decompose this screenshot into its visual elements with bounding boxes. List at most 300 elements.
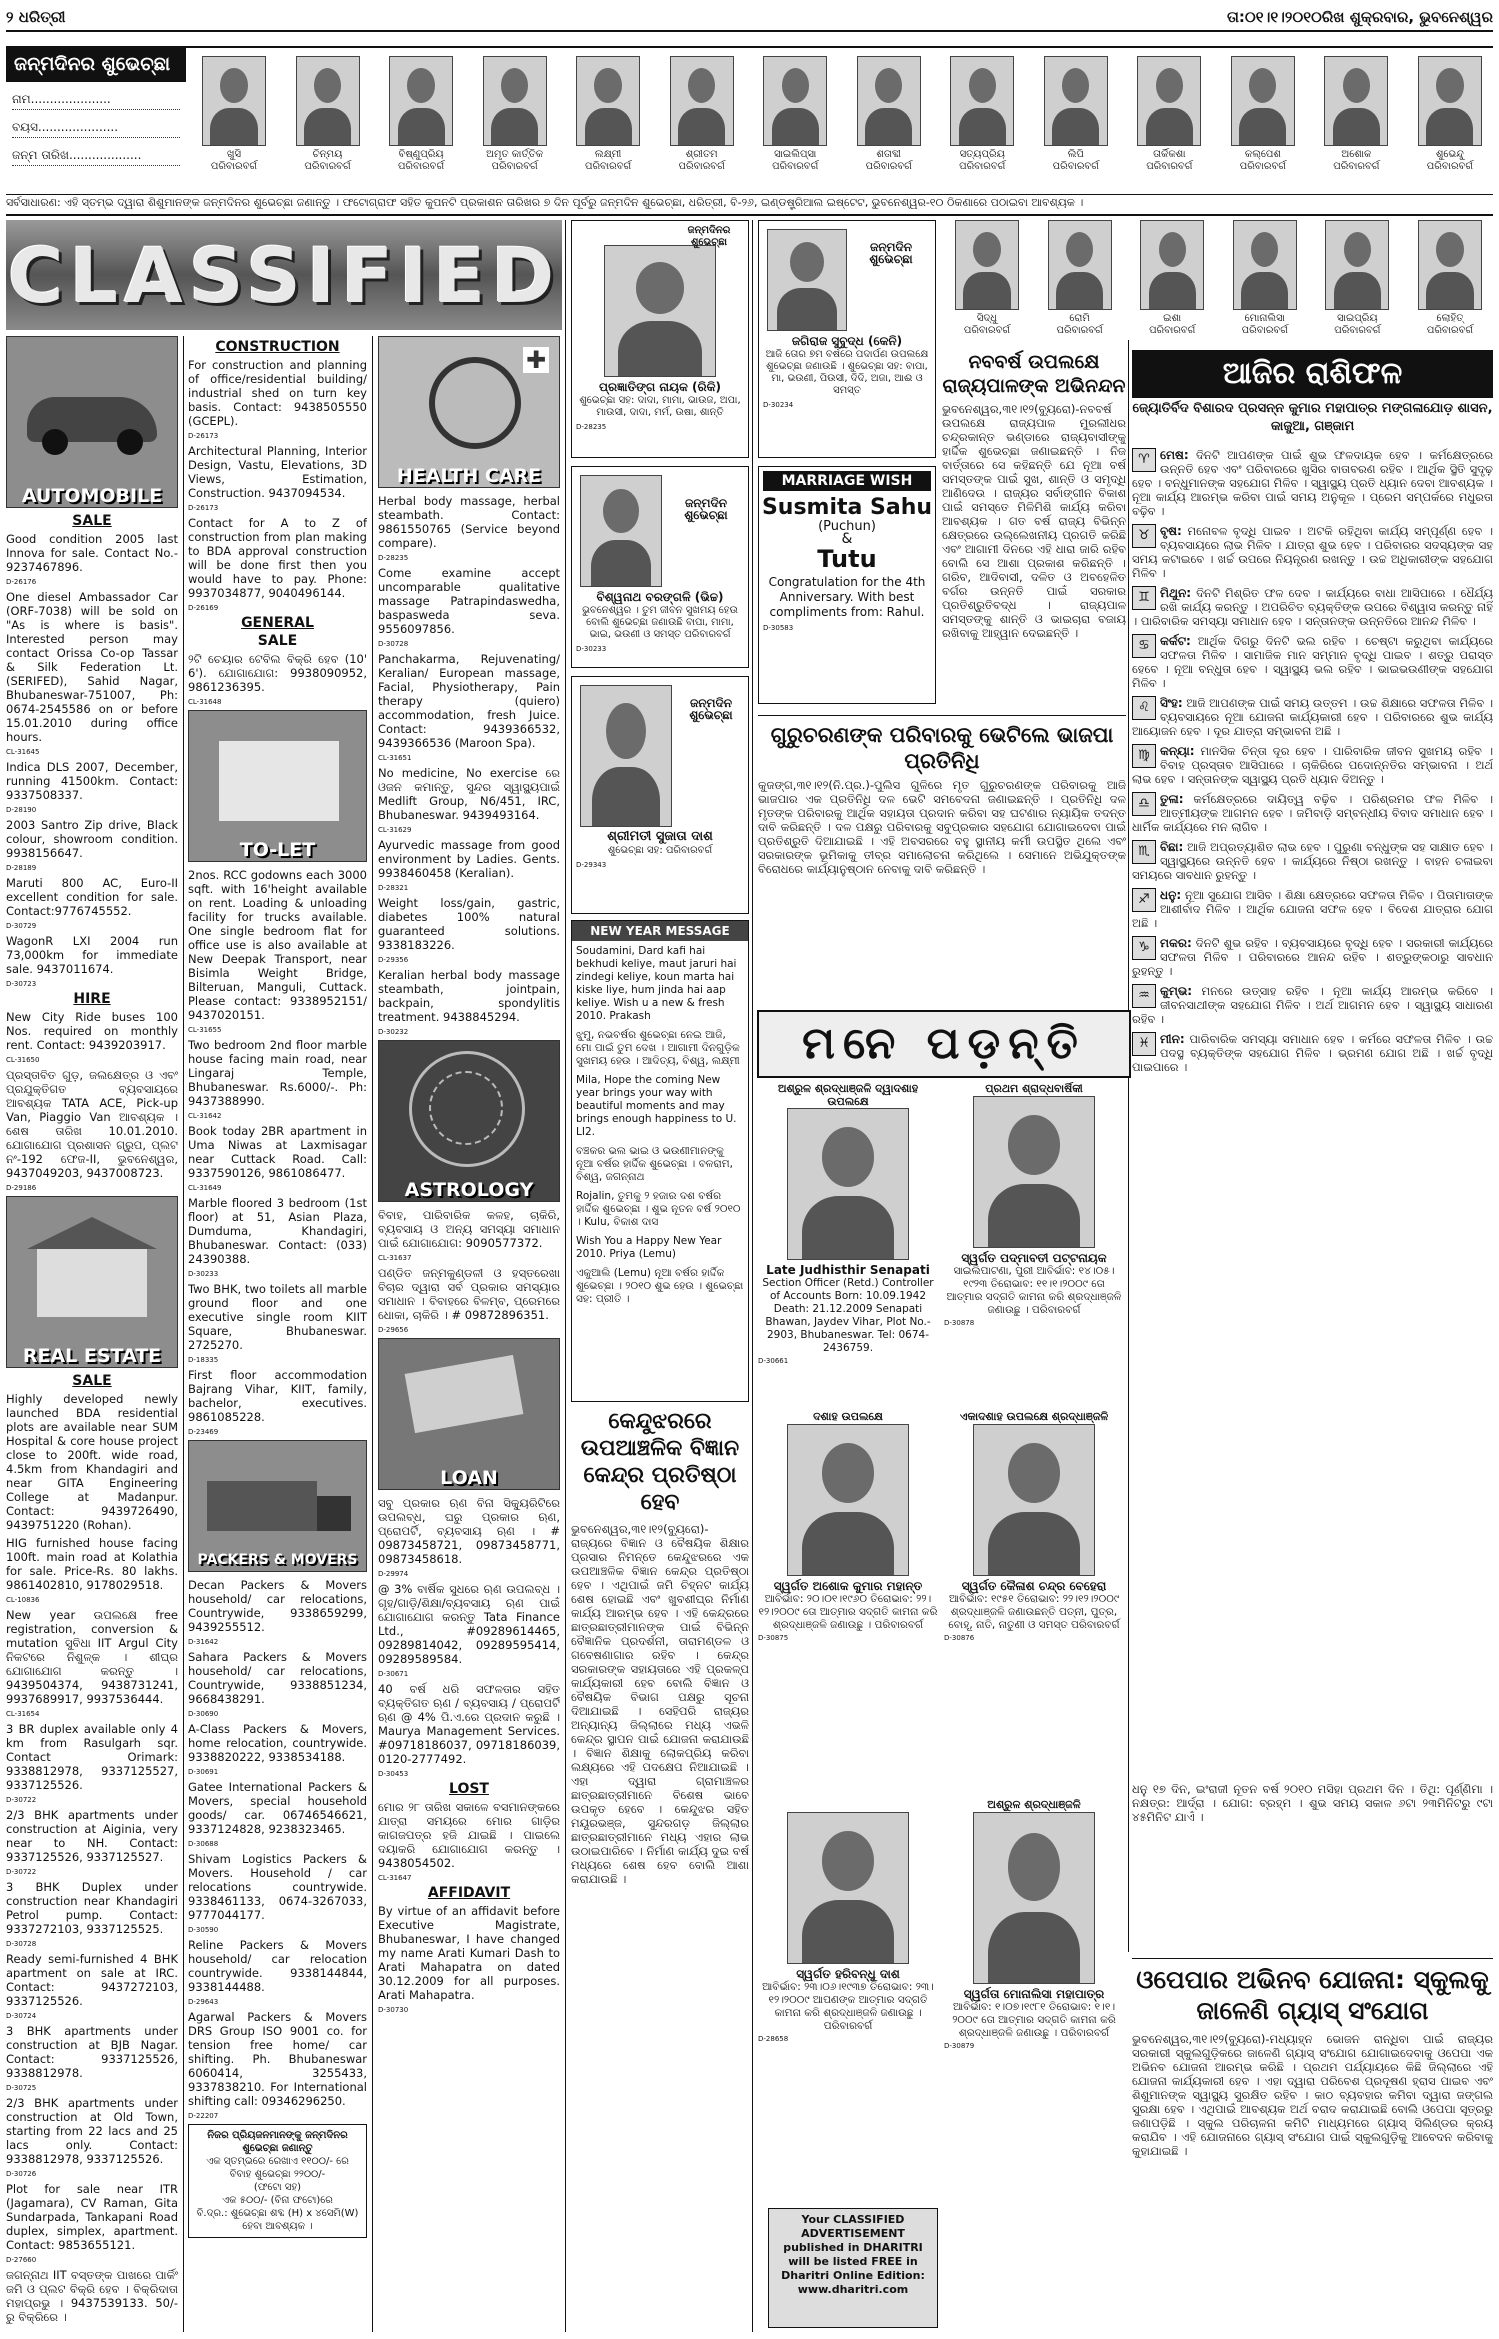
ad-code: D-30729 bbox=[6, 922, 37, 930]
ad-code: D-30728 bbox=[378, 640, 409, 648]
zodiac-icon: ♑ bbox=[1132, 936, 1156, 960]
classified-ad: HIG furnished house facing 100ft. main road at Kolathia for sale. Price-Rs. 80 lakhs. 9861402810, 9178029518. bbox=[6, 1536, 178, 1592]
marriage-name-1: Susmita Sahu bbox=[761, 495, 933, 520]
classified-ad: Architectural Planning, Interior Design, Vastu, Elevations, 3D Views, Estimation, Construction. 9437094534. bbox=[188, 444, 367, 500]
lost-ads bbox=[378, 1800, 560, 1882]
real-estate-sale-heading: SALE bbox=[72, 1373, 112, 1389]
online-edition-box: Your CLASSIFIED ADVERTISEMENT published in DHARITRI will be listed FREE in Dharitri Online Edition: www.dharitri.com bbox=[768, 2208, 938, 2328]
zodiac-text: ଦିନଟି ଆପଣଙ୍କ ପାଇଁ ଶୁଭ ଫଳଦାୟକ ହେବ । କର୍ମକ୍ଷେତ୍ରରେ ଉନ୍ନତି ହେବ ଏବଂ ପରିବାରରେ ଖୁସିର ବାତାବରଣ ରହିବ । ଆର୍ଥିକ ସ୍ଥିତି ସୁଦୃଢ଼ ହେବ । ବନ୍ଧୁମାନଙ୍କ ସହଯୋଗ ମିଳିବ । ସ୍ୱାସ୍ଥ୍ୟ ପ୍ରତି ଧ୍ୟାନ ଦେବା ଆବଶ୍ୟକ । ନୂଆ କାର୍ଯ୍ୟ ଆରମ୍ଭ କରିବା ପାଇଁ ସମୟ ଅନୁକୂଳ । ପ୍ରେମ ସମ୍ପର୍କରେ ମଧୁରତା ବଢ଼ିବ । bbox=[1132, 448, 1493, 518]
birthday-box-name: ବିଶ୍ୱନାଥ ବରଙ୍ଗଳି (ଭିଚ୍ଚ) bbox=[596, 590, 724, 604]
classified-ad: Ayurvedic massage from good environment by Ladies. Gents. 9938460458 (Keralian). bbox=[378, 838, 560, 880]
obituary-name: ସ୍ୱର୍ଗତ ହରିବନ୍ଧୁ ଦାଶ bbox=[796, 1967, 900, 1981]
construction-ads bbox=[188, 358, 367, 612]
ad-code: D-28235 bbox=[378, 554, 409, 562]
rate-line: ବି.ଦ୍ର.: ଶୁଭେଚ୍ଛା ଶବ୍ଦ (H) x ୪ସେମି(W) ହେବା ଆବଶ୍ୟକ । bbox=[196, 2208, 359, 2232]
classified-ad: Sahara Packers & Movers household/ car relocations, Countrywide, 9338851234, 9668438291. bbox=[188, 1650, 367, 1706]
classified-ad: 2/3 BHK apartments under construction at Old Town, starting from 22 lacs and 25 lacs only. Contact: 9338812978, 9337125526. bbox=[6, 2096, 178, 2166]
zodiac-name: କୁମ୍ଭ: bbox=[1160, 984, 1193, 998]
birthday-kid bbox=[1314, 220, 1400, 340]
real-estate-image bbox=[6, 1196, 178, 1368]
obituary-name: ସ୍ୱର୍ଗତ କୈଳାଶ ଚନ୍ଦ୍ର ବେହେରା bbox=[961, 1579, 1107, 1593]
birthday-rate-box bbox=[188, 2124, 367, 2238]
kid-name: ସିଦ୍ଧୁ bbox=[976, 313, 998, 324]
zodiac-text: ମନରେ ଉତ୍ସାହ ରହିବ । ନୂଆ କାର୍ଯ୍ୟ ଆରମ୍ଭ କରିବେ । ଜୀବନସାଥୀଙ୍କ ସହଯୋଗ ମିଳିବ । ଅର୍ଥ ଆଗମନ ହେବ । ସ୍ୱାସ୍ଥ୍ୟ ସାଧାରଣ ରହିବ । bbox=[1132, 984, 1493, 1026]
birthday-title: ଜନ୍ମଦିନର ଶୁଭେଚ୍ଛା bbox=[6, 48, 186, 82]
loan-label: LOAN bbox=[440, 1467, 498, 1489]
kid-name: ଶତାବ୍ଦୀ bbox=[876, 149, 902, 160]
ad-code: D-30725 bbox=[6, 2084, 37, 2092]
birthday-kid bbox=[1127, 56, 1211, 190]
kid-family: ପରିବାରବର୍ଗ bbox=[1056, 325, 1103, 336]
ad-code: D-28321 bbox=[378, 884, 409, 892]
bjp-body: କୁଜଙ୍ଗ,୩୧।୧୨(ନି.ପ୍ର.)-ପୁଲିସ ଗୁଳିରେ ମୃତ ଗୁରୁଚରଣଙ୍କ ପରିବାରକୁ ଆଜି ଭାଜପାର ଏକ ପ୍ରତିନିଧି ଦଳ ଭେଟି ସମବେଦନା ଜଣାଇଛନ୍ତି । ପ୍ରତିନିଧି ଦଳ ମୃତଙ୍କ ପରିବାରକୁ ଆର୍ଥିକ ସହାୟତା ପ୍ରଦାନ କରିବା ସହ ଘଟଣାର ନ୍ୟାୟିକ ତଦନ୍ତ ଦାବି କରିଛନ୍ତି । ଦଳ ପକ୍ଷରୁ ପରିବାରକୁ ସବୁପ୍ରକାର ସହଯୋଗ ଯୋଗାଇଦେବା ପାଇଁ ପ୍ରତିଶ୍ରୁତି ଦିଆଯାଇଛି । ଏହି ଅବସରରେ ବହୁ ସ୍ଥାନୀୟ କର୍ମୀ ଉପସ୍ଥିତ ଥିଲେ ଏବଂ ସରକାରଙ୍କ ଭୂମିକାକୁ ତୀବ୍ର ସମାଲୋଚନା କରିଥିଲେ । ସେମାନେ ଅଭିଯୁକ୍ତଙ୍କ ବିରୋଧରେ କାର୍ଯ୍ୟାନୁଷ୍ଠାନ ନେବାକୁ ଦାବି କରିଛନ୍ତି । bbox=[758, 778, 1126, 876]
obituary-photo bbox=[787, 1812, 909, 1964]
classified-ad: New City Ride buses 100 Nos. required on monthly rent. Contact: 9439203917. bbox=[6, 1010, 178, 1052]
obituary-notice bbox=[944, 1410, 1124, 1790]
zodiac-name: ମୀନ: bbox=[1160, 1032, 1185, 1046]
classified-ad: ପ୍ରସ୍ତାବିତ ଗୁଡ଼, ଜଲକ୍ଷେତ୍ର ଓ ଏବଂ ପ୍ରଯୁକ୍ତିଗତ ବ୍ୟବସାୟରେ ଆବଶ୍ୟକ TATA ACE, Pick-up Van, Piaggio Van ଆବଶ୍ୟକ । ଶେଷ ତାରିଖ 10.01.2010. ଯୋଗାଯୋଗ ପ୍ରଶାସନ ଗ୍ରୁପ, ପ୍ଲଟ ନଂ-192 ଫେଜ-II, ଭୁବନେଶ୍ୱର, 9437049203, 9437008723. bbox=[6, 1068, 178, 1180]
ad-code: D-29656 bbox=[378, 1326, 409, 1334]
classified-ad: Ready semi-furnished 4 BHK apartment on sale at IRC. Contact: 9437272103, 9337125526. bbox=[6, 1952, 178, 2008]
automobile-ads bbox=[6, 532, 178, 988]
obituary-tag: ଏକାଦଶାହ ଉପଲକ୍ଷେ ଶ୍ରଦ୍ଧାଞ୍ଜଳି bbox=[959, 1410, 1109, 1423]
birthday-kid bbox=[379, 56, 463, 190]
classified-ad: Book today 2BR apartment in Uma Niwas at Laxmisagar near Cuttack Road. Call: 9337590126, 9861086477. bbox=[188, 1124, 367, 1180]
ad-code: D-30234 bbox=[763, 401, 794, 409]
ad-code: CL-31649 bbox=[188, 1184, 222, 1192]
birthday-strip bbox=[6, 46, 1493, 195]
kid-family: ପରିବାରବର୍ଗ bbox=[1146, 161, 1193, 172]
classified-ad: Plot for sale near ITR (Jagamara), CV Raman, Gita Sundarpada, Tankapani Road duplex, simplex, apartment. Contact: 9853655121. bbox=[6, 2182, 178, 2252]
classified-ad: ମୋର ୨୮ ତାରିଖ ସକାଳେ ବସମାନଙ୍କରେ ଯାତ୍ରା ସମୟରେ ମୋର ଗାଡ଼ିର କାଗଜପତ୍ର ହଜି ଯାଇଛି । ପାଇଲେ ଦୟାକରି ଯୋଗାଯୋଗ କରନ୍ତୁ । 9438054502. bbox=[378, 1800, 560, 1870]
page-header bbox=[6, 4, 1493, 32]
zodiac-name: କର୍କଟ: bbox=[1160, 634, 1191, 648]
classified-ad: Gatee International Packers & Movers, special household goods/ car. 06746546621, 9337124828, 9238323465. bbox=[188, 1780, 367, 1836]
ad-code: D-30728 bbox=[6, 1940, 37, 1948]
obituary-details: ସାଇଲିପାଟଣା, ପୁରୀ ଆବିର୍ଭାବ: ୧୪।୦୫।୧୯୨୩ ତିରୋଭାବ: ୧୧।୧।୨୦୦୯ ତୋ ଆତ୍ମାର ସଦ୍ଗତି କାମନା କରି ଶ୍ରଦ୍ଧାଞ୍ଜଳି ଜଣାଉଛୁ । ପରିବାରବର୍ଗ bbox=[946, 1265, 1122, 1316]
ad-code: D-29343 bbox=[576, 861, 607, 869]
classified-ad: 3 BR duplex available only 4 km from Rasulgarh sqr. Contact Orimark: 9338812978, 9337125527, 9337125526. bbox=[6, 1722, 178, 1792]
kid-name: ଚିନ୍ମୟ bbox=[312, 149, 343, 160]
classified-ad: Marble floored 3 bedroom (1st floor) at 51, Asian Plaza, Dumduma, Khandagiri, Bhubaneswar. Contact: (033) 24390388. bbox=[188, 1196, 367, 1266]
ad-code: D-26173 bbox=[188, 432, 219, 440]
kid-photo bbox=[1231, 56, 1295, 146]
ad-code: D-18335 bbox=[188, 1356, 219, 1364]
obituary-tag: ଦଶାହ ଉପଲକ୍ଷେ bbox=[813, 1410, 883, 1423]
zodiac-name: ମିଥୁନ: bbox=[1160, 586, 1192, 600]
classified-ad: 2/3 BHK apartments under construction at Aiginia, very near to NH. Contact: 9337125526, 9337125527. bbox=[6, 1808, 178, 1864]
zodiac-text: ଦିନଟି ଶୁଭ ରହିବ । ବ୍ୟବସାୟରେ ବୃଦ୍ଧି ହେବ । ସରକାରୀ କାର୍ଯ୍ୟରେ ସଫଳତା ମିଳିବ । ପରିବାରରେ ଆନନ୍ଦ ରହିବ । ଶତ୍ରୁଙ୍କଠାରୁ ସାବଧାନ ରୁହନ୍ତୁ । bbox=[1132, 936, 1493, 978]
affidavit-ads bbox=[378, 1904, 560, 2014]
birthday-kid bbox=[940, 56, 1024, 190]
column-health bbox=[378, 336, 560, 2332]
birthday-kids bbox=[192, 56, 1492, 190]
ad-code: CL-31629 bbox=[378, 826, 412, 834]
ad-code: D-30730 bbox=[378, 2006, 409, 2014]
column-automobile bbox=[6, 336, 178, 2332]
zodiac-entry bbox=[1132, 840, 1493, 882]
marriage-wish-box bbox=[758, 466, 936, 704]
zodiac-entry bbox=[1132, 696, 1493, 738]
birthday-kid bbox=[566, 56, 650, 190]
ad-code: CL-31651 bbox=[378, 754, 412, 762]
marriage-name-2: Tutu bbox=[817, 545, 877, 573]
kid-photo bbox=[1048, 220, 1112, 310]
ad-code: CL-31654 bbox=[6, 1710, 40, 1718]
birthday-photo bbox=[580, 475, 662, 587]
kid-name: କଲ୍ପେଶ bbox=[1244, 149, 1281, 160]
classified-ad: Shivam Logistics Packers & Movers. Household / car relocations countrywide. 9338461133, 0674-3267033, 9777044177. bbox=[188, 1852, 367, 1922]
coupon-dob-field: ଜନ୍ମ ତାରିଖ................... bbox=[12, 148, 180, 166]
obituary-photo bbox=[787, 1108, 909, 1260]
ad-code: D-30691 bbox=[188, 1768, 219, 1776]
classified-ad: Agarwal Packers & Movers DRS Group ISO 9001 co. for tension free home/ car shifting. Ph. Bhubaneswar 6060414, 3255433, 9337838210. For International shifting call: 09346296250. bbox=[188, 2010, 367, 2108]
new-year-message: ଏକୁଆଲି (Lemu) ନୂଆ ବର୍ଷର ହାର୍ଦ୍ଦିକ ଶୁଭେଚ୍ଛା । ୨୦୧୦ ଶୁଭ ହେଉ । ଶୁଭେଚ୍ଛା ସହ: ପ୍ରୀତି । bbox=[576, 1267, 744, 1305]
to-let-image bbox=[188, 710, 367, 862]
kid-family: ପରିବାରବର୍ଗ bbox=[963, 325, 1011, 336]
ad-code: D-26173 bbox=[188, 504, 219, 512]
to-let-label: TO-LET bbox=[239, 839, 316, 861]
kid-photo bbox=[955, 220, 1019, 310]
classified-ad: ଜଗନ୍ନାଥ IIT ବସ୍ତଙ୍କ ପାଖରେ ପାର୍କିଂ ଜମି ଓ ପ୍ଲଟ ବିକ୍ରି ହେବ । ବିକ୍ରିଦାତା ମହାପ୍ରଭୁ । 9437539133. 50/- ରୁ ବିକ୍ରିରେ । bbox=[6, 2268, 178, 2324]
zodiac-entry bbox=[1132, 634, 1493, 690]
birthday-coupon bbox=[6, 48, 186, 194]
kid-photo bbox=[1044, 56, 1108, 146]
rasiphala-list bbox=[1132, 448, 1493, 1778]
zodiac-icon: ♎ bbox=[1132, 792, 1156, 816]
birthday-kid bbox=[1037, 220, 1123, 340]
zodiac-name: ଧନୁ: bbox=[1160, 888, 1182, 902]
plus-icon: ✚ bbox=[523, 347, 549, 373]
ad-code: D-28658 bbox=[758, 2035, 789, 2043]
birthday-box-4 bbox=[758, 220, 936, 458]
real-estate-ads bbox=[6, 1392, 178, 2324]
new-year-message: Wish You a Happy New Year 2010. Priya (Lemu) bbox=[576, 1235, 722, 1260]
classified-ad: Reline Packers & Movers household/ car relocation countrywide. 9338144844, 9338144488. bbox=[188, 1938, 367, 1994]
kid-family: ପରିବାରବର୍ଗ bbox=[1426, 325, 1474, 336]
kid-photo bbox=[763, 56, 827, 146]
zodiac-icon: ♒ bbox=[1132, 984, 1156, 1008]
ad-code: D-28190 bbox=[6, 806, 37, 814]
ad-code: CL-31637 bbox=[378, 1254, 412, 1262]
obituary-details: ଆବିର୍ଭାବ: ୧୯୫୧ ତିରୋଭାବ: ୨୨।୧୨।୨୦୦୯ ଶ୍ରଦ୍ଧାଞ୍ଜଳି ଜଣାଉଛନ୍ତି ପତ୍ନୀ, ପୁତ୍ର, ବୋହୂ, ନାତି, ନାତୁଣୀ ଓ ସମସ୍ତ ପରିବାରବର୍ଗ bbox=[948, 1593, 1120, 1631]
ad-code: D-30688 bbox=[188, 1840, 219, 1848]
classified-ad: No medicine, No exercise ରେ ଓଜନ କମାନ୍ତୁ, ସୁନ୍ଦର ସ୍ୱାସ୍ଥ୍ୟପାଇଁ Medlift Group, N6/451, IRC, Bhubaneswar. 9439493164. bbox=[378, 766, 560, 822]
zodiac-entry bbox=[1132, 1032, 1493, 1074]
birthday-box-name: ଶ୍ରୀମତୀ ସୁଜାତା ଦାଶ bbox=[607, 829, 713, 844]
coupon-name-field: ନାମ..................... bbox=[12, 92, 180, 110]
kid-family: ପରିବାରବର୍ଗ bbox=[959, 161, 1006, 172]
governor-headline: ନବବର୍ଷ ଉପଲକ୍ଷେ ରାଜ୍ୟପାଳଙ୍କ ଅଭିନନ୍ଦନ bbox=[942, 351, 1126, 397]
health-image bbox=[378, 336, 560, 488]
birthday-box-title: ଜନ୍ମଦିନ ଶୁଭେଚ୍ଛା bbox=[684, 496, 728, 522]
kid-photo bbox=[576, 56, 640, 146]
ad-code: D-30876 bbox=[944, 1634, 975, 1642]
birthday-box-name: ଜଗିରାଜ ସୁବୁଦ୍ଧ (କେନି) bbox=[791, 334, 903, 348]
new-year-message: ବଞ୍ଚକର ଭଲ ଭାଇ ଓ ଭଉଣୀମାନଙ୍କୁ ନୂଆ ବର୍ଷର ହାର୍ଦ୍ଦିକ ଶୁଭେଚ୍ଛା । ବଳରାମ, ବିଶ୍ୱ, ଜଗନ୍ନାଥ bbox=[576, 1145, 733, 1183]
ad-code: D-27660 bbox=[6, 2256, 37, 2264]
obituary-notice bbox=[758, 1082, 938, 1402]
ad-code: D-30690 bbox=[188, 1710, 219, 1718]
classified-ad: Panchakarma, Rejuvenating/ Keralian/ European massage, Facial, Physiotherapy, Pain therapy (quiero) accommodation, fresh Juice. Contact: 9439366532, 9439366536 (Maroon Spa). bbox=[378, 652, 560, 750]
obituary-name: ସ୍ୱର୍ଗତା ମୋନାଲିସା ମହାପାତ୍ର bbox=[963, 1987, 1105, 2001]
birthday-kids-row-2 bbox=[944, 220, 1493, 340]
birthday-kid bbox=[753, 56, 837, 190]
ad-code: D-30661 bbox=[758, 1357, 789, 1365]
kid-name: ଲିପି bbox=[1067, 149, 1084, 160]
affidavit-heading: AFFIDAVIT bbox=[427, 1885, 511, 1901]
kid-family: ପରିବାରବର୍ଗ bbox=[304, 161, 351, 172]
zodiac-entry bbox=[1132, 586, 1493, 628]
kid-photo bbox=[389, 56, 453, 146]
kendu-article bbox=[571, 1408, 749, 2332]
zodiac-entry bbox=[1132, 524, 1493, 580]
obituary-photo bbox=[787, 1424, 909, 1576]
classified-ad: ପଣ୍ଡିତ ଜନ୍ମକୁଣ୍ଡଳୀ ଓ ହସ୍ତରେଖା ବିଚାର ଦ୍ୱାରା ସର୍ବ ପ୍ରକାର ସମସ୍ୟାର ସମାଧାନ । ବିବାହରେ ବିଳମ୍ବ, ପ୍ରେମରେ ଧୋକା, ଚାକିରି । # 09872896351. bbox=[378, 1266, 560, 1322]
astrology-ads bbox=[378, 1208, 560, 1334]
section-rule bbox=[1132, 1958, 1493, 1959]
new-year-messages bbox=[572, 941, 748, 1316]
birthday-kid bbox=[286, 56, 370, 190]
kid-photo bbox=[857, 56, 921, 146]
kid-family: ପରିବାରବର୍ଗ bbox=[678, 161, 725, 172]
classified-banner-text: CLASSIFIED bbox=[7, 230, 561, 320]
kid-family: ପରିବାରବର୍ଗ bbox=[491, 161, 538, 172]
classified-ad: Maruti 800 AC, Euro-II excellent condition for sale. Contact:9776745552. bbox=[6, 876, 178, 918]
kid-family: ପରିବାରବର୍ଗ bbox=[210, 161, 258, 172]
zodiac-icon: ♋ bbox=[1132, 634, 1156, 658]
kid-family: ପରିବାରବର୍ଗ bbox=[1334, 325, 1381, 336]
birthday-box-title: ଜନ୍ମଦିନର ଶୁଭେଚ୍ଛା bbox=[687, 225, 731, 248]
marriage-title: MARRIAGE WISH bbox=[763, 471, 931, 491]
ad-code: D-30724 bbox=[6, 2012, 37, 2020]
ad-code: D-30722 bbox=[6, 1868, 37, 1876]
ad-code: CL-31645 bbox=[6, 748, 40, 756]
zodiac-entry bbox=[1132, 984, 1493, 1026]
kid-name: ଲୋହିତ୍ bbox=[1436, 313, 1464, 324]
birthday-notice: ସର୍ବସାଧାରଣ: ଏହି ସ୍ତମ୍ଭ ଦ୍ୱାରା ଶିଶୁମାନଙ୍କ ଜନ୍ମଦିନର ଶୁଭେଚ୍ଛା ଜଣାନ୍ତୁ । ଫଟୋଗ୍ରାଫ ସହିତ କୁପନଟି ପ୍ରକାଶନ ତାରିଖର ୭ ଦିନ ପୂର୍ବରୁ ଜନ୍ମଦିନ ଶୁଭେଚ୍ଛା, ଧରିତ୍ରୀ, ବି-୨୬, ଇଣ୍ଡଷ୍ଟ୍ରିଆଲ ଇଷ୍ଟେଟ, ଭୁବନେଶ୍ୱର-୧୦ ଠିକଣାରେ ପଠାଇବା ଆବଶ୍ୟକ । bbox=[6, 196, 1493, 216]
obituary-name: ସ୍ୱର୍ଗତ ପଦ୍ମାବତୀ ପଟ୍ଟନାୟକ bbox=[961, 1251, 1107, 1265]
zodiac-icon: ♍ bbox=[1132, 744, 1156, 768]
classified-ad: A-Class Packers & Movers, home relocation, countrywide. 9338820222, 9338534188. bbox=[188, 1722, 367, 1764]
gas-body: ଭୁବନେଶ୍ୱର,୩୧।୧୨(ବ୍ୟୁରୋ)-ମଧ୍ୟାହ୍ନ ଭୋଜନ ରାନ୍ଧିବା ପାଇଁ ରାଜ୍ୟର ସରକାରୀ ସ୍କୁଲଗୁଡ଼ିକରେ ଜାଳେଣି ଗ୍ୟାସ୍ ସଂଯୋଗ ଯୋଗାଇଦେବାକୁ ଓପେପା ଏକ ଅଭିନବ ଯୋଜନା ଆରମ୍ଭ କରିଛି । ପ୍ରଥମ ପର୍ଯ୍ୟାୟରେ କିଛି ଜିଲ୍ଲାରେ ଏହି ଯୋଜନା କାର୍ଯ୍ୟକାରୀ ହେବ । ଏହା ଦ୍ୱାରା ପରିବେଶ ପ୍ରଦୂଷଣ ହ୍ରାସ ପାଇବ ଏବଂ ଶିଶୁମାନଙ୍କ ସ୍ୱାସ୍ଥ୍ୟ ସୁରକ୍ଷିତ ରହିବ । କାଠ ବ୍ୟବହାର କମିବା ଦ୍ୱାରା ଜଙ୍ଗଲ ସୁରକ୍ଷା ହେବ । ଏଥିପାଇଁ ଆବଶ୍ୟକ ଅର୍ଥ ବରାଦ କରାଯାଇଛି ବୋଲି ଓପେପା ସୂତ୍ରରୁ ଜଣାପଡ଼ିଛି । ସ୍କୁଲ ପରିଚାଳନା କମିଟି ମାଧ୍ୟମରେ ଗ୍ୟାସ୍ ସିଲିଣ୍ଡର କ୍ରୟ କରାଯିବ । ଏହି ଯୋଜନାରେ ଗ୍ୟାସ୍ ସଂଯୋଗ ପାଇଁ ସ୍କୁଲଗୁଡ଼ିକୁ ଆବେଦନ କରିବାକୁ କୁହାଯାଇଛି । bbox=[1132, 2032, 1493, 2158]
governor-body: ଭୁବନେଶ୍ୱର,୩୧।୧୨(ବ୍ୟୁରୋ)-ନବବର୍ଷ ଉପଲକ୍ଷେ ରାଜ୍ୟପାଳ ମୁରଲୀଧର ଚନ୍ଦ୍ରକାନ୍ତ ଭଣ୍ଡାରେ ରାଜ୍ୟବାସୀଙ୍କୁ ହାର୍ଦ୍ଦିକ ଶୁଭେଚ୍ଛା ଜଣାଇଛନ୍ତି । ନିଜ ବାର୍ତ୍ତାରେ ସେ କହିଛନ୍ତି ଯେ ନୂଆ ବର୍ଷ ସମସ୍ତଙ୍କ ପାଇଁ ସୁଖ, ଶାନ୍ତି ଓ ସମୃଦ୍ଧି ଆଣିଦେଉ । ରାଜ୍ୟର ସର୍ବାଙ୍ଗୀନ ବିକାଶ ପାଇଁ ସମସ୍ତେ ମିଳିମିଶି କାର୍ଯ୍ୟ କରିବା ଆବଶ୍ୟକ । ଗତ ବର୍ଷ ରାଜ୍ୟ ବିଭିନ୍ନ କ୍ଷେତ୍ରରେ ଉଲ୍ଲେଖନୀୟ ପ୍ରଗତି କରିଛି ଏବଂ ଆଗାମୀ ଦିନରେ ଏହି ଧାରା ଜାରି ରହିବ ବୋଲି ସେ ଆଶା ପ୍ରକାଶ କରିଛନ୍ତି । ଗରିବ, ଆଦିବାସୀ, ଦଳିତ ଓ ଅବହେଳିତ ବର୍ଗର ଉନ୍ନତି ପାଇଁ ସରକାର ପ୍ରତିଶ୍ରୁତିବଦ୍ଧ । ରାଜ୍ୟପାଳ ସମସ୍ତଙ୍କୁ ଶାନ୍ତି ଓ ଭାଇଚାରା ବଜାୟ ରଖିବାକୁ ଆହ୍ୱାନ ଦେଇଛନ୍ତି । bbox=[942, 402, 1126, 640]
mane-padanti-banner bbox=[757, 1010, 1131, 1078]
birthday-kid bbox=[944, 220, 1030, 340]
birthday-box-title: ଜନ୍ମଦିନ ଶୁଭେଚ୍ଛା bbox=[869, 240, 913, 266]
birthday-kid bbox=[1407, 220, 1493, 340]
classified-ad: Come examine accept uncomparable qualitative massage Patrapindaswedha, baspasweda seva. 9556097856. bbox=[378, 566, 560, 636]
rate-line: (ଫଟୋ ସହ) bbox=[253, 2182, 302, 2193]
obituary-tag: ଅଶ୍ରୁଳ ଶ୍ରଦ୍ଧାଞ୍ଜଳି bbox=[987, 1798, 1081, 1811]
kid-name: ଖୁସି bbox=[227, 149, 241, 160]
astrology-label: ASTROLOGY bbox=[404, 1179, 534, 1201]
ad-code: D-26169 bbox=[188, 604, 219, 612]
automobile-sale-heading: SALE bbox=[72, 513, 112, 529]
classified-ad: New year ଉପଲକ୍ଷେ free registration, conversion & mutation ସୁବିଧା IIT Argul City ନିକଟରେ ନିଶୁଳ୍କ । ଶୀଘ୍ର ଯୋଗାଯୋଗ କରନ୍ତୁ । 9439504374, 9438731241, 9937689917, 9937536444. bbox=[6, 1608, 178, 1706]
governor-article bbox=[942, 350, 1126, 710]
classified-ad: ୨ଟି ଚେୟାର ଟେବିଲ ବିକ୍ରି ହେବ (10' 6'). ଯୋଗାଯୋଗ: 9938090952, 9861236395. bbox=[188, 652, 367, 694]
kid-name: ମୋନାଲିସା bbox=[1244, 313, 1285, 324]
zodiac-name: ମେଷ: bbox=[1160, 448, 1189, 462]
zodiac-text: ପାରିବାରିକ ସମସ୍ୟା ସମାଧାନ ହେବ । କର୍ମରେ ସଫଳତା ମିଳିବ । ଉଚ୍ଚ ପଦସ୍ଥ ବ୍ୟକ୍ତିଙ୍କ ସହଯୋଗ ମିଳିବ । ଭ୍ରମଣ ଯୋଗ ଅଛି । ଖର୍ଚ୍ଚ ବୃଦ୍ଧି ପାଇପାରେ । bbox=[1132, 1032, 1493, 1074]
zodiac-name: ସିଂହ: bbox=[1160, 696, 1183, 710]
birthday-box-wish: ଶୁଭେଚ୍ଛା ସହ: ଦାଦା, ମାମା, ଭାଉଜ, ଅପା, ମାଉସୀ, ଦାଦା, ମର୍ମ, ଉଷା, ଶାନ୍ତି bbox=[579, 395, 741, 418]
birthday-photo bbox=[767, 229, 847, 331]
kid-family: ପରିବାରବର୍ଗ bbox=[1333, 161, 1380, 172]
zodiac-entry bbox=[1132, 936, 1493, 978]
kid-photo bbox=[202, 56, 266, 146]
new-year-title: NEW YEAR MESSAGE bbox=[572, 921, 748, 941]
packers-ads bbox=[188, 1578, 367, 2120]
ad-code: D-29356 bbox=[378, 956, 409, 964]
zodiac-entry bbox=[1132, 888, 1493, 930]
hire-ads bbox=[6, 1010, 178, 1192]
obituary-notice bbox=[944, 1798, 1124, 2328]
birthday-kid bbox=[1034, 56, 1118, 190]
ad-code: D-30723 bbox=[6, 980, 37, 988]
kid-name: ରୋମି bbox=[1069, 313, 1090, 324]
zodiac-name: ବୃଷ: bbox=[1160, 524, 1182, 538]
birthday-kid bbox=[1221, 56, 1305, 190]
zodiac-text: ମନୋବଳ ବୃଦ୍ଧି ପାଇବ । ଅଟକି ରହିଥିବା କାର୍ଯ୍ୟ ସମ୍ପୂର୍ଣ୍ଣ ହେବ । ବ୍ୟବସାୟରେ ଲାଭ ମିଳିବ । ଯାତ୍ରା ଶୁଭ ହେବ । ପରିବାରର ସଦସ୍ୟଙ୍କ ସହ ସମୟ କଟାଇବେ । ଖର୍ଚ୍ଚ ଉପରେ ନିୟନ୍ତ୍ରଣ ରଖନ୍ତୁ । ଉଚ୍ଚ ଅଧିକାରୀଙ୍କ ସହଯୋଗ ମିଳିବ । bbox=[1132, 524, 1493, 580]
ad-code: CL-31642 bbox=[188, 1112, 222, 1120]
ad-code: D-28189 bbox=[6, 864, 37, 872]
obituary-tag: ପ୍ରଥମ ଶ୍ରାଦ୍ଧବାର୍ଷିକୀ bbox=[985, 1082, 1083, 1095]
classified-ad: 2003 Santro Zip drive, Black colour, showroom condition. 9938156647. bbox=[6, 818, 178, 860]
kid-name: ସାଇଲିପ୍ସା bbox=[774, 149, 817, 160]
classified-ad: 3 BHK Duplex under construction near Khandagiri Petrol pump. Contact: 9337272103, 9337125525. bbox=[6, 1880, 178, 1936]
kid-family: ପରିବାରବର୍ଗ bbox=[1426, 161, 1474, 172]
obituary-photo bbox=[973, 1424, 1095, 1576]
kid-name: ସାଇପ୍ରିୟ bbox=[1337, 313, 1378, 324]
birthday-box-title: ଜନ୍ମଦିନ ଶୁଭେଚ୍ଛା bbox=[689, 696, 733, 722]
ad-code: CL-31647 bbox=[378, 1874, 412, 1882]
kid-name: ଲକ୍ଷ୍ମୀ bbox=[594, 149, 622, 160]
gas-article bbox=[1132, 1964, 1493, 2334]
classified-ad: Good condition 2005 last Innova for sale. Contact No.- 9237467896. bbox=[6, 532, 178, 574]
zodiac-text: ମାନସିକ ଚିନ୍ତା ଦୂର ହେବ । ପାରିବାରିକ ଜୀବନ ସୁଖମୟ ରହିବ । ବିବାହ ପ୍ରସ୍ତାବ ଆସିପାରେ । ଚାକିରିରେ ପଦୋନ୍ନତିର ସମ୍ଭାବନା । ଅର୍ଥ ଲାଭ ହେବ । ସନ୍ତାନଙ୍କ ସ୍ୱାସ୍ଥ୍ୟ ପ୍ରତି ଧ୍ୟାନ ଦିଅନ୍ତୁ । bbox=[1132, 744, 1493, 786]
kid-photo bbox=[1137, 56, 1201, 146]
column-rule bbox=[752, 220, 753, 2332]
classified-ad: @ 3% ବାର୍ଷିକ ସୁଧରେ ଋଣ ଉପଲବ୍ଧ । ଗୃହ/ଗାଡ଼ି/ଶିକ୍ଷା/ବ୍ୟବସାୟ ଋଣ ପାଇଁ ଯୋଗାଯୋଗ କରନ୍ତୁ Tata Finance Ltd., #09289614465, 09289814042, 09289595414, 09289589584. bbox=[378, 1582, 560, 1666]
new-year-message: Mila, Hope the coming New year brings your way with beautiful moments and may brings enough happiness to U. LI2. bbox=[576, 1074, 737, 1138]
obituary-tag: ଅଶ୍ରୁଳ ଶ୍ରଦ୍ଧାଞ୍ଜଳି ଦ୍ୱାଦଶାହ ଉପଲକ୍ଷେ bbox=[777, 1082, 919, 1108]
ad-code: CL-31655 bbox=[188, 1026, 222, 1034]
hire-heading: HIRE bbox=[73, 991, 111, 1007]
obituary-photo bbox=[973, 1096, 1095, 1248]
packers-label: PACKERS & MOVERS bbox=[197, 1552, 358, 1568]
classified-ad: First floor accommodation Bajrang Vihar, KIIT, family, bachelor, executives. 9861085228. bbox=[188, 1368, 367, 1424]
ad-code: D-30875 bbox=[758, 1634, 789, 1642]
kid-name: ଅଶୋକ bbox=[1341, 149, 1372, 160]
lost-heading: LOST bbox=[449, 1781, 489, 1797]
birthday-kid bbox=[847, 56, 931, 190]
real-estate-label: REAL ESTATE bbox=[22, 1345, 162, 1367]
birthday-box-wish: ଶୁଭେଚ୍ଛା ସହ: ପରିବାରବର୍ଗ bbox=[607, 845, 713, 856]
birthday-kid bbox=[1222, 220, 1308, 340]
classified-ad: Keralian herbal body massage steambath, jointpain, backpain, spondylitis treatment. 9438845294. bbox=[378, 968, 560, 1024]
ad-code: D-31642 bbox=[188, 1638, 219, 1646]
classified-ad: Two bedroom 2nd floor marble house facing main road, near Lingaraj Temple, Bhubaneswar. Rs.6000/-. Ph: 9437388990. bbox=[188, 1038, 367, 1108]
birthday-kid bbox=[192, 56, 276, 190]
kid-photo bbox=[950, 56, 1014, 146]
new-year-message: Soudamini, Dard kafi hai bekhudi keliye, maut jaruri hai zindegi keliye, koun marta hai kiske liye, hum jinda hai aap keliye. Wish u a new & fresh 2010. Prakash bbox=[576, 945, 737, 1022]
classified-ad: Weight loss/gain, gastric, diabetes 100% natural guaranteed solutions. 9338183226. bbox=[378, 896, 560, 952]
automobile-label: AUTOMOBILE bbox=[21, 485, 163, 507]
obituary-notice bbox=[758, 1798, 938, 2198]
ad-code: D-30878 bbox=[944, 1319, 975, 1327]
classified-ad: One diesel Ambassador Car (ORF-7038) will be sold on "As is where is basis". Interested person may contact Orissa Co-op Tassar & Silk Federation Lt. (SERIFED), Sahid Nagar, Bhubaneswar-751007, Ph: 0674-2545586 on or before 15.01.2010 during office hours. bbox=[6, 590, 178, 744]
zodiac-text: ଆଜି ଅପ୍ରତ୍ୟାଶିତ ଲାଭ ହେବ । ପୁରୁଣା ବନ୍ଧୁଙ୍କ ସହ ସାକ୍ଷାତ ହେବ । ସ୍ୱାସ୍ଥ୍ୟରେ ଉନ୍ନତି ହେବ । କାର୍ଯ୍ୟରେ ନିଷ୍ଠା ରଖନ୍ତୁ । ବାହନ ଚଳାଇବା ସମୟରେ ସାବଧାନ ରୁହନ୍ତୁ । bbox=[1132, 840, 1493, 882]
rate-line: ଏକ ୫୦୦/- (ବିନା ଫଟୋ)ରେ bbox=[222, 2195, 333, 2206]
mane-padanti-title: ମନେ ପଡ଼ନ୍ତି bbox=[802, 1018, 1086, 1069]
classified-ad: Contact for A to Z of construction from plan making to BDA approval construction will be done first then you would have to pay. Phone: 9937034877, 9040496144. bbox=[188, 516, 367, 600]
obituary-photo bbox=[973, 1812, 1095, 1984]
classified-banner bbox=[6, 220, 562, 330]
loan-ads bbox=[378, 1496, 560, 1778]
zodiac-name: ମକର: bbox=[1160, 936, 1192, 950]
birthday-photo bbox=[604, 245, 716, 377]
kid-photo bbox=[1418, 56, 1482, 146]
classified-ad: 2nos. RCC godowns each 3000 sqft. with 16'height available on rent. Loading & unloading facility for trucks available. One single bedroom flat for office use is also available at New Deepak Transport, near Bisimla Weight Bridge, Bilteruan, Manguli, Cuttack. Please contact: 9338952151/ 9437020151. bbox=[188, 868, 367, 1022]
ad-code: D-30453 bbox=[378, 1770, 409, 1778]
obituary-tag bbox=[758, 1798, 938, 1812]
column-rule bbox=[565, 220, 566, 2332]
kid-family: ପରିବାରବର୍ଗ bbox=[865, 161, 912, 172]
kid-name: ତାର୍କିକଶା bbox=[1153, 149, 1186, 160]
kendu-body: ଭୁବନେଶ୍ୱର,୩୧।୧୨(ବ୍ୟୁରୋ)-ରାଜ୍ୟରେ ବିଜ୍ଞାନ ଓ ବୈଷୟିକ ଶିକ୍ଷାର ପ୍ରସାର ନିମନ୍ତେ କେନ୍ଦୁଝରରେ ଏକ ଉପଆଞ୍ଚଳିକ ବିଜ୍ଞାନ କେନ୍ଦ୍ର ପ୍ରତିଷ୍ଠା ହେବ । ଏଥିପାଇଁ ଜମି ଚିହ୍ନଟ କାର୍ଯ୍ୟ ଶେଷ ହୋଇଛି ଏବଂ ଖୁବଶୀଘ୍ର ନିର୍ମାଣ କାର୍ଯ୍ୟ ଆରମ୍ଭ ହେବ । ଏହି କେନ୍ଦ୍ରରେ ଛାତ୍ରଛାତ୍ରୀମାନଙ୍କ ପାଇଁ ବିଭିନ୍ନ ବୈଜ୍ଞାନିକ ପ୍ରଦର୍ଶନୀ, ତାରାମଣ୍ଡଳ ଓ ଗବେଷଣାଗାର ରହିବ । କେନ୍ଦ୍ର ସରକାରଙ୍କ ସହାୟତାରେ ଏହି ପ୍ରକଳ୍ପ କାର୍ଯ୍ୟକାରୀ ହେବ ବୋଲି ବିଜ୍ଞାନ ଓ ବୈଷୟିକ ବିଭାଗ ପକ୍ଷରୁ ସୂଚନା ଦିଆଯାଇଛି । ସେହିପରି ରାଜ୍ୟର ଅନ୍ୟାନ୍ୟ ଜିଲ୍ଲାରେ ମଧ୍ୟ ଏଭଳି କେନ୍ଦ୍ର ସ୍ଥାପନ ପାଇଁ ଯୋଜନା କରାଯାଉଛି । ବିଜ୍ଞାନ ଶିକ୍ଷାକୁ ଲୋକପ୍ରିୟ କରିବା ଲକ୍ଷ୍ୟରେ ଏହି ପଦକ୍ଷେପ ନିଆଯାଇଛି । ଏହା ଦ୍ୱାରା ଗ୍ରାମାଞ୍ଚଳର ଛାତ୍ରଛାତ୍ରୀମାନେ ବିଶେଷ ଭାବେ ଉପକୃତ ହେବେ । କେନ୍ଦୁଝର ସହିତ ମୟୂରଭଞ୍ଜ, ସୁନ୍ଦରଗଡ଼ ଜିଲ୍ଲାର ଛାତ୍ରଛାତ୍ରୀମାନେ ମଧ୍ୟ ଏହାର ଲାଭ ଉଠାଇପାରିବେ । ନିର୍ମାଣ କାର୍ଯ୍ୟ ଦୁଇ ବର୍ଷ ମଧ୍ୟରେ ଶେଷ ହେବ ବୋଲି ଆଶା କରାଯାଉଛି । bbox=[571, 1522, 749, 1886]
section-rule bbox=[758, 715, 1126, 716]
zodiac-entry bbox=[1132, 448, 1493, 518]
page-label: ୨ ଧରିତ୍ରୀ bbox=[6, 8, 66, 26]
zodiac-text: ଆର୍ଥିକ ଦିଗରୁ ଦିନଟି ଭଲ ରହିବ । ଚେଷ୍ଟା କରୁଥିବା କାର୍ଯ୍ୟରେ ସଫଳତା ମିଳିବ । ସାମାଜିକ ମାନ ସମ୍ମାନ ବୃଦ୍ଧି ପାଇବ । ଶତ୍ରୁ ପରାସ୍ତ ହେବେ । ନୂଆ ବନ୍ଧୁତା ହେବ । ସ୍ୱାସ୍ଥ୍ୟ ଭଲ ରହିବ । ଭାଇଭଉଣୀଙ୍କ ସହଯୋଗ ମିଳିବ । bbox=[1132, 634, 1493, 690]
coupon-age-field: ବୟସ..................... bbox=[12, 120, 180, 138]
rasiphala-byline: ଜ୍ୟୋତିର୍ବିଦ ବିଶାରଦ ପ୍ରସନ୍ନ କୁମାର ମହାପାତ୍ର ମଙ୍ଗଳାଯୋଡ଼ ଶାସନ, କାଜୁଆ, ଗଞ୍ଜାମ bbox=[1132, 401, 1493, 434]
kid-family: ପରିବାରବର୍ଗ bbox=[772, 161, 819, 172]
rasiphala-footer: ଧନୁ ୧୭ ଦିନ, ଇଂରାଜୀ ନୂତନ ବର୍ଷ ୨୦୧୦ ମସିହା ପ୍ରଥମ ଦିନ । ତିଥି: ପୂର୍ଣ୍ଣିମା । ନକ୍ଷତ୍ର: ଆର୍ଦ୍ରା । ଯୋଗ: ବ୍ରହ୍ମ । ଶୁଭ ସମୟ ସକାଳ ୬ଟା ୨୩ମିନିଟରୁ ୯ଟା ୪୫ମିନିଟ ଯାଏଁ । bbox=[1132, 1782, 1493, 1824]
zodiac-name: କନ୍ୟା: bbox=[1160, 744, 1195, 758]
classified-ad: By virtue of an affidavit before Executive Magistrate, Bhubaneswar, I have changed my name Arati Kumari Dash to Arati Mahapatra on dated 30.12.2009 for all purposes. Arati Mahapatra. bbox=[378, 1904, 560, 2002]
kid-name: ଅମୃତ କାର୍ତ୍ତିକ bbox=[486, 149, 544, 160]
ad-code: D-30233 bbox=[188, 1270, 219, 1278]
birthday-box-1 bbox=[571, 220, 749, 458]
automobile-image bbox=[6, 336, 178, 508]
column-construction bbox=[188, 336, 367, 2332]
obituary-notice bbox=[758, 1410, 938, 1790]
kid-photo bbox=[483, 56, 547, 146]
zodiac-entry bbox=[1132, 744, 1493, 786]
ad-code: D-30726 bbox=[6, 2170, 37, 2178]
kid-family: ପରିବାରବର୍ଗ bbox=[1149, 325, 1196, 336]
bjp-headline: ଗୁରୁଚରଣଙ୍କ ପରିବାରକୁ ଭେଟିଲେ ଭାଜପା ପ୍ରତିନିଧି bbox=[770, 723, 1114, 773]
ad-code: D-23469 bbox=[188, 1428, 219, 1436]
birthday-box-name: ପ୍ରଜ୍ଞାତିଙ୍ଗ ନାୟକ (ରିକି) bbox=[599, 380, 721, 394]
new-year-message: Rojalin, ତୁମକୁ ୨ ହଜାର ଦଶ ବର୍ଷର ହାର୍ଦ୍ଦିକ ଶୁଭେଚ୍ଛା । ଶୁଭ ନୂତନ ବର୍ଷ ୨୦୧୦ । Kulu, ବିକାଶ ଦାସ bbox=[576, 1190, 741, 1228]
kid-name: ଇଶା bbox=[1163, 313, 1182, 324]
zodiac-text: ଆଜି ଆପଣଙ୍କ ପାଇଁ ସମୟ ଉତ୍ତମ । ଉଚ୍ଚ ଶିକ୍ଷାରେ ସଫଳତା ମିଳିବ । ବ୍ୟବସାୟରେ ନୂଆ ଯୋଜନା କାର୍ଯ୍ୟକାରୀ ହେବ । ପରିବାରରେ ଶୁଭ କାର୍ଯ୍ୟ ଆୟୋଜନ ହେବ । ଦୂର ଯାତ୍ରା ସମ୍ଭାବନା ଅଛି । bbox=[1132, 696, 1493, 738]
kid-name: ସତ୍ୟପ୍ରିୟ bbox=[959, 149, 1005, 160]
classified-ad: Highly developed newly launched BDA residential plots are available near SUM Hospital & core house project close to 200ft. wide road, 4.5km from Khandagiri and near GITA Engineering College at Madanpur. Contact: 9439726490, 9439751220 (Rohan). bbox=[6, 1392, 178, 1532]
marriage-nick-1: (Puchun) bbox=[818, 519, 876, 534]
birthday-kid bbox=[1129, 220, 1215, 340]
kid-photo bbox=[1324, 56, 1388, 146]
zodiac-icon: ♏ bbox=[1132, 840, 1156, 864]
ad-code: CL-31650 bbox=[6, 1056, 40, 1064]
ad-code: D-29186 bbox=[6, 1184, 37, 1192]
ad-code: D-28235 bbox=[576, 423, 607, 431]
kid-photo bbox=[1325, 220, 1389, 310]
